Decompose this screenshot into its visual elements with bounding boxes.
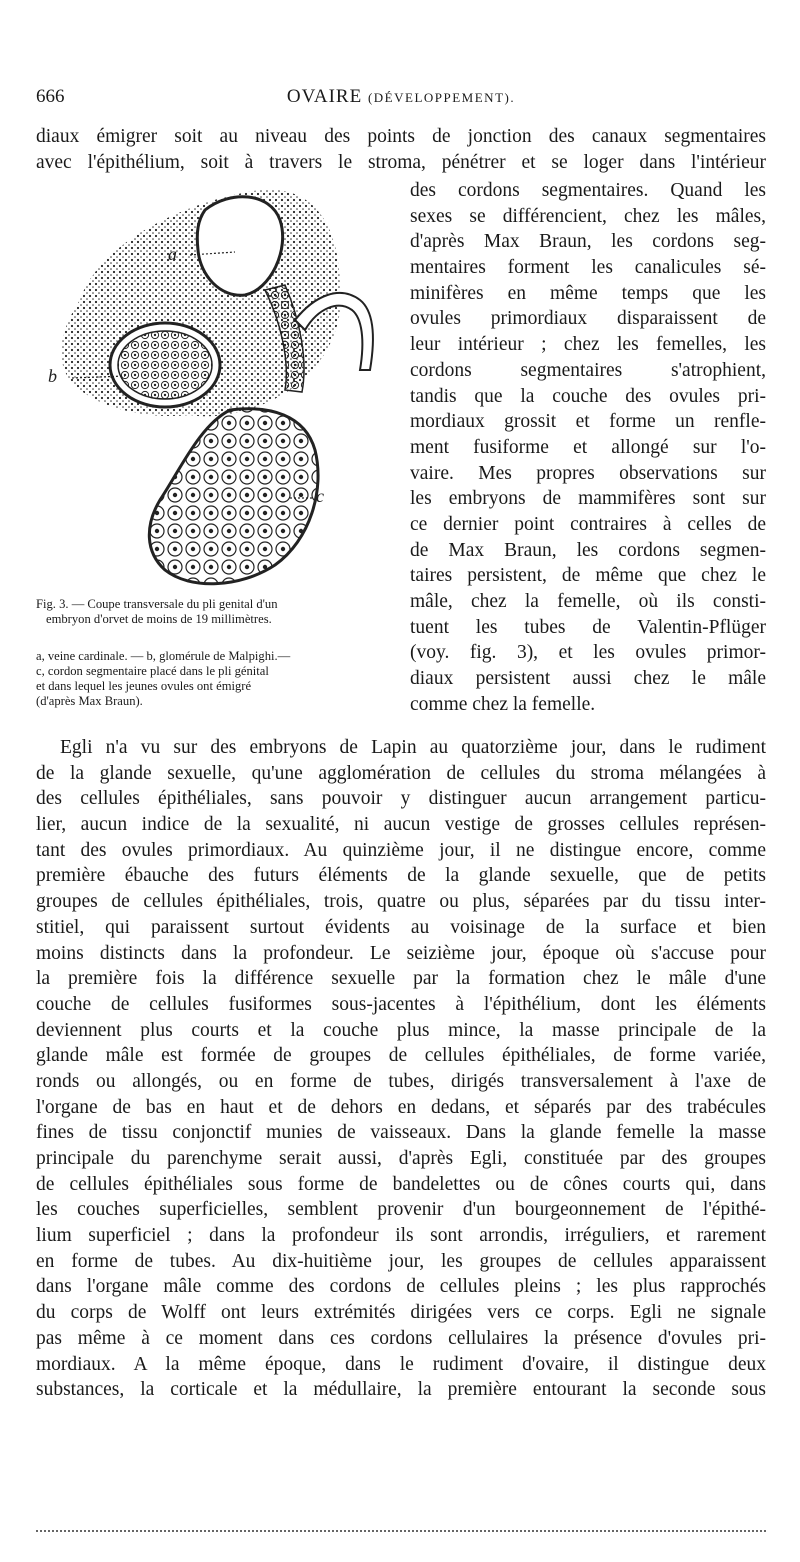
text-line: cordons segmentaires s'atrophient, bbox=[410, 359, 766, 381]
running-head-sub: (DÉVELOPPEMENT). bbox=[367, 90, 516, 105]
text-line: taires persistent, de même que chez le bbox=[410, 565, 766, 587]
text-line: groupes de cellules épithéliales, trois, quatre ou plus, séparées par du tissu inter- bbox=[36, 891, 766, 913]
footer-dotted-rule bbox=[36, 1530, 766, 1532]
text-line: de cellules épithéliales sous forme de bandelettes ou de cônes courts qui, dans bbox=[36, 1173, 766, 1195]
text-line: l'organe de bas en haut et de dehors en dedans, et séparés par des trabécules bbox=[36, 1096, 766, 1118]
text-line: tuent les tubes de Valentin-Pflüger bbox=[410, 616, 766, 638]
legend-line: (d'après Max Braun). bbox=[36, 694, 143, 708]
text-line: stitiel, qui paraissent surtout évidents au voisinage de la surface et bien bbox=[36, 916, 766, 938]
text-line: mordiaux grossit et forme un renfle- bbox=[410, 411, 766, 433]
text-line: lium superficiel ; dans la profondeur ils sont arrondis, irréguliers, et rarement bbox=[36, 1225, 766, 1247]
running-head-main: OVAIRE bbox=[286, 86, 363, 107]
text-line: tant des ovules primordiaux. Au quinzième jour, il ne distingue encore, comme bbox=[36, 839, 766, 861]
text-line: en forme de tubes. Au dix-huitième jour, les groupes de cellules apparaissent bbox=[36, 1250, 766, 1272]
text-line: les embryons de mammifères sont sur bbox=[410, 488, 766, 510]
legend-line: c, cordon segmentaire placé dans le pli génital bbox=[36, 664, 269, 678]
text-line: fines de tissu conjonctif munies de vaisseaux. Dans la glande femelle la masse bbox=[36, 1122, 766, 1144]
text-line: des cordons segmentaires. Quand les bbox=[410, 180, 766, 201]
glomerulus-core bbox=[118, 331, 212, 399]
text-line: (voy. fig. 3), et les ovules primor- bbox=[410, 642, 766, 664]
text-line: diaux persistent aussi chez le mâle bbox=[410, 668, 766, 690]
text-line: mâle, chez la femelle, où ils consti- bbox=[410, 591, 766, 612]
text-line: principale du parenchyme serait aussi, d'après Egli, constituée par des groupes bbox=[36, 1148, 766, 1169]
main-paragraph bbox=[36, 735, 766, 1403]
text-line: vaire. Mes propres observations sur bbox=[410, 462, 766, 484]
embryo-section-drawing bbox=[40, 180, 390, 595]
text-line: de Max Braun, les cordons segmen- bbox=[410, 539, 766, 561]
page-number: 666 bbox=[36, 86, 65, 107]
text-line: minifères en même temps que les bbox=[410, 282, 766, 304]
text-line: sexes se différencient, chez les mâles, bbox=[410, 205, 766, 227]
text-line: mordiaux. A la même époque, dans le rudiment d'ovaire, il distingue deux bbox=[36, 1353, 766, 1375]
segmental-cord bbox=[149, 409, 318, 584]
text-line: lier, aucun indice de la sexualité, ni aucun vestige de grosses cellules représen- bbox=[36, 814, 766, 836]
text-line: moins distincts dans la profondeur. Le seizième jour, époque où s'accuse pour bbox=[36, 942, 766, 964]
text-line: comme chez la femelle. bbox=[410, 693, 596, 715]
text-line: leur intérieur ; chez les femelles, les bbox=[410, 334, 766, 356]
text-line: ce dernier point contraires à celles de bbox=[410, 513, 766, 535]
text-line: couche de cellules fusiformes sous-jacentes à l'épithélium, dont les éléments bbox=[36, 993, 766, 1015]
text-line: ment fusiforme et allongé sur l'o- bbox=[410, 436, 766, 458]
text-line: avec l'épithélium, soit à travers le stroma, pénétrer et se loger dans l'intérieur bbox=[36, 151, 766, 173]
legend-line: et dans lequel les jeunes ovules ont émigré bbox=[36, 679, 252, 693]
text-line: Egli n'a vu sur des embryons de Lapin au quatorzième jour, dans le rudiment bbox=[60, 737, 766, 758]
running-head bbox=[36, 86, 766, 108]
text-line: première ébauche des futurs éléments de la glande sexuelle, que de petits bbox=[36, 865, 766, 887]
text-line: ronds ou allongés, ou en forme de tubes, dirigés transversalement à l'axe de bbox=[36, 1070, 766, 1092]
intro-paragraph bbox=[36, 124, 766, 175]
label-c: c bbox=[316, 486, 324, 506]
text-line: de la glande sexuelle, qu'une agglomération de cellules du stroma mélangées à bbox=[36, 762, 766, 784]
caption-line: embryon d'orvet de moins de 19 millimètres. bbox=[46, 612, 272, 626]
text-line: pas même à ce moment dans ces cordons cellulaires la présence d'ovules pri- bbox=[36, 1327, 766, 1349]
text-line: la première fois la différence sexuelle par la formation chez le mâle d'une bbox=[36, 968, 766, 990]
figure-caption bbox=[36, 597, 386, 709]
text-line: des cellules épithéliales, sans pouvoir y distinguer aucun arrangement particu- bbox=[36, 788, 766, 810]
label-a: a bbox=[168, 244, 177, 264]
text-line: dans l'organe mâle comme des cordons de cellules pleins ; les plus rapprochés bbox=[36, 1276, 766, 1298]
text-line: substances, la corticale et la médullaire, la première entourant la seconde sous bbox=[36, 1379, 766, 1401]
right-column-text bbox=[410, 178, 766, 717]
text-line: les couches superficielles, semblent provenir d'un bourgeonnement de l'épithé- bbox=[36, 1199, 766, 1221]
text-line: d'après Max Braun, les cordons seg- bbox=[410, 231, 766, 253]
text-line: glande mâle est formée de groupes de cellules épithéliales, de forme variée, bbox=[36, 1045, 766, 1067]
text-line: tandis que la couche des ovules pri- bbox=[410, 385, 766, 407]
label-b: b bbox=[48, 366, 57, 386]
text-line: ovules primordiaux disparaissent de bbox=[410, 308, 766, 330]
text-line: mentaires forment les canalicules sé- bbox=[410, 257, 766, 279]
legend-line: a, veine cardinale. — b, glomérule de Malpighi.— bbox=[36, 649, 291, 663]
page-header bbox=[36, 86, 766, 116]
text-line: diaux émigrer soit au niveau des points de jonction des canaux segmentaires bbox=[36, 126, 766, 147]
text-line: du corps de Wolff ont leurs extrémités dirigées vers ce corps. Egli ne signale bbox=[36, 1302, 766, 1324]
figure-3-illustration bbox=[40, 180, 390, 595]
caption-line: Fig. 3. — Coupe transversale du pli genital d'un bbox=[36, 597, 278, 611]
text-line: deviennent plus courts et la couche plus mince, la masse principale de la bbox=[36, 1019, 766, 1041]
